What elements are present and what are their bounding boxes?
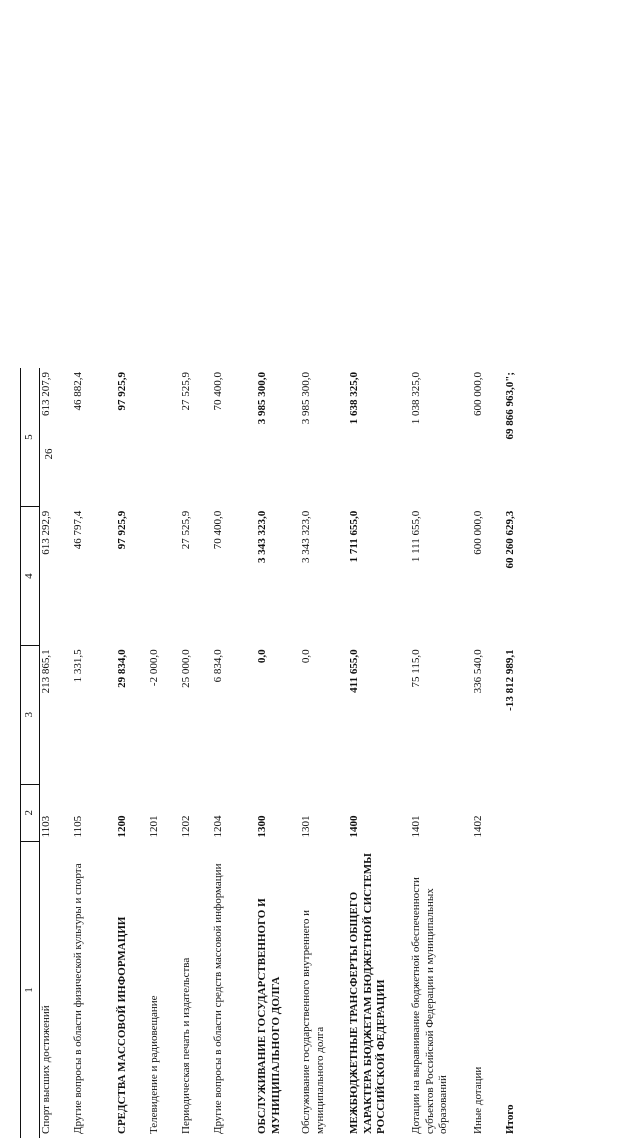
- row-code: 1202: [179, 815, 192, 838]
- page-number: 26: [43, 448, 55, 460]
- header-col-2: 2: [21, 784, 40, 841]
- row-code: 1201: [147, 815, 160, 838]
- row-name: МЕЖБЮДЖЕТНЫЕ ТРАНСФЕРТЫ ОБЩЕГО ХАРАКТЕРА БЮДЖЕТАМ БЮДЖЕТНОЙ СИСТЕМЫ РОССИЙСКОЙ ФЕДЕРАЦИИ: [347, 853, 388, 1134]
- row-value-col3: -2 000,0: [147, 649, 160, 687]
- row-value-col3: 29 834,0: [115, 649, 128, 688]
- row-value-col4: 3 343 323,0: [255, 510, 268, 563]
- row-value-col5: 97 925,9: [115, 372, 128, 411]
- row-value-col5: [148, 368, 180, 507]
- row-value-col4: 46 797,4: [71, 510, 84, 550]
- row-value-col4: 1 111 655,0: [409, 510, 422, 563]
- row-value-col5: 600 000,0: [471, 372, 484, 416]
- row-code: 1103: [39, 815, 52, 838]
- row-code: [504, 784, 524, 841]
- row-value-col5: 3 985 300,0: [299, 372, 312, 425]
- row-name: Телевидение и радиовещание: [147, 995, 160, 1134]
- row-value-col4: 3 343 323,0: [299, 510, 312, 563]
- row-code: 1204: [211, 815, 224, 838]
- row-value-col3: 411 655,0: [347, 649, 360, 693]
- row-code: 1105: [71, 815, 84, 838]
- row-name: Спорт высших достижений: [39, 1005, 52, 1134]
- row-code: 1300: [255, 815, 268, 838]
- table-row: [148, 368, 180, 1138]
- row-name: Обслуживание государственного внутреннего и муниципального долга: [299, 909, 326, 1134]
- row-name: ОБСЛУЖИВАНИЕ ГОСУДАРСТВЕННОГО И МУНИЦИПАЛЬНОГО ДОЛГА: [255, 898, 282, 1134]
- row-value-col4: 27 525,9: [179, 510, 192, 550]
- row-value-col3: 6 834,0: [211, 649, 224, 683]
- row-value-col3: 25 000,0: [179, 649, 192, 688]
- header-col-1: 1: [21, 841, 40, 1138]
- table-row: [300, 368, 348, 1138]
- row-value-col4: [148, 507, 180, 646]
- row-value-col5: 27 525,9: [179, 372, 192, 411]
- table-row: [212, 368, 256, 1138]
- row-value-col5: 613 207,9: [39, 372, 52, 416]
- header-col-4: 4: [21, 507, 40, 646]
- row-value-col4: 613 292,9: [39, 510, 52, 555]
- table-header-row: [21, 368, 40, 1138]
- row-value-col5: 46 882,4: [71, 372, 84, 411]
- row-value-col3: 213 865,1: [39, 649, 52, 694]
- row-name: Другие вопросы в области средств массовой информации: [211, 863, 224, 1134]
- total-value-col5: 69 866 963,0";: [503, 372, 516, 440]
- header-col-5: 5: [21, 368, 40, 507]
- row-value-col3: 0,0: [299, 649, 312, 664]
- row-name: СРЕДСТВА МАССОВОЙ ИНФОРМАЦИИ: [115, 916, 128, 1134]
- budget-table: [20, 368, 524, 1138]
- row-value-col3: 1 331,5: [71, 649, 84, 683]
- row-code: 1400: [347, 815, 360, 838]
- row-name: Другие вопросы в области физической культуры и спорта: [71, 863, 84, 1134]
- row-value-col3: 75 115,0: [409, 649, 422, 688]
- table-row: [348, 368, 410, 1138]
- table-row: [256, 368, 300, 1138]
- row-name: Периодическая печать и издательства: [179, 957, 192, 1134]
- row-value-col4: 1 711 655,0: [347, 510, 360, 563]
- table-row-total: [504, 368, 524, 1138]
- total-value-col3: -13 812 989,1: [503, 649, 516, 711]
- total-value-col4: 60 260 629,3: [503, 510, 516, 569]
- row-value-col3: 0,0: [255, 649, 268, 664]
- row-value-col3: 336 540,0: [471, 649, 484, 694]
- table-row: [116, 368, 148, 1138]
- row-code: 1301: [299, 815, 312, 838]
- row-name: Дотации на выравнивание бюджетной обеспеченности субъектов Российской Федерации и муниципальных образований: [409, 877, 450, 1134]
- header-col-3: 3: [21, 645, 40, 784]
- row-code: 1200: [115, 815, 128, 838]
- table-row: [472, 368, 504, 1138]
- total-label: Итого: [503, 1104, 516, 1134]
- table-row: [39, 368, 72, 1138]
- row-name: Иные дотации: [471, 1066, 484, 1134]
- row-value-col5: 1 038 325,0: [409, 372, 422, 425]
- rotated-table-container: [20, 368, 516, 1138]
- row-value-col4: 70 400,0: [211, 510, 224, 550]
- row-value-col5: 3 985 300,0: [255, 372, 268, 425]
- table-row: [180, 368, 212, 1138]
- row-value-col4: 97 925,9: [115, 510, 128, 550]
- row-value-col5: 1 638 325,0: [347, 372, 360, 425]
- table-row: [72, 368, 116, 1138]
- row-value-col5: 70 400,0: [211, 372, 224, 411]
- table-row: [410, 368, 472, 1138]
- row-code: 1402: [471, 815, 484, 838]
- row-code: 1401: [409, 815, 422, 838]
- row-value-col4: 600 000,0: [471, 510, 484, 555]
